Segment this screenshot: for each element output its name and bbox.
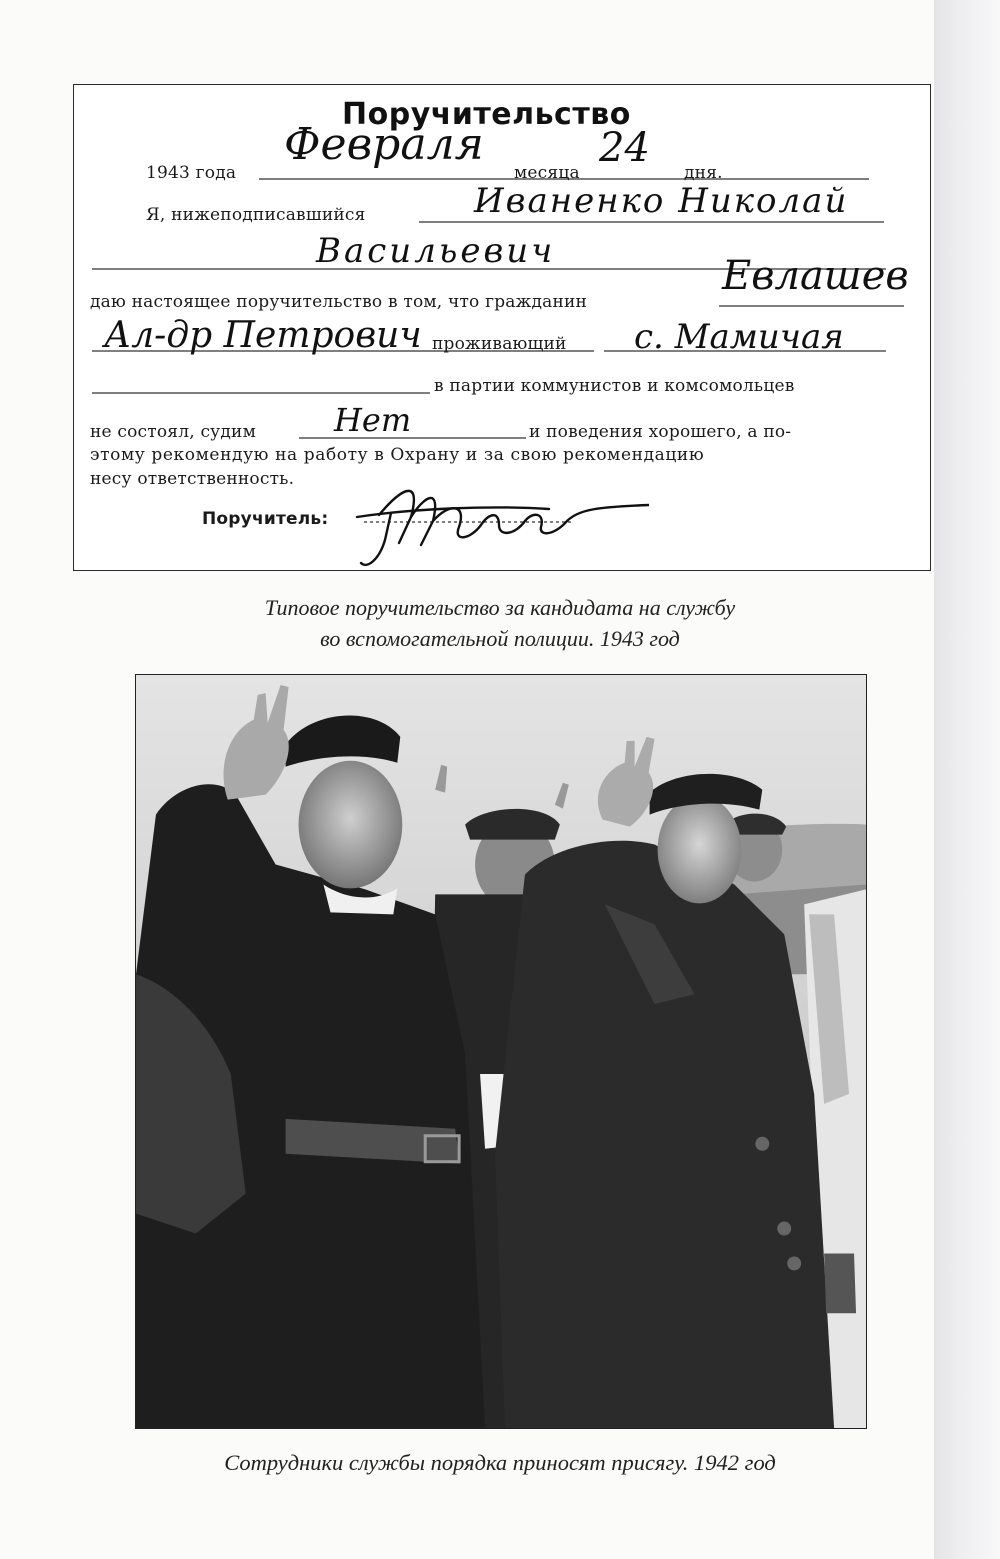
oath-photograph <box>135 674 867 1429</box>
form-year: 1943 года <box>146 163 237 183</box>
handwritten-residence: с. Мамичая <box>634 317 844 357</box>
photo-caption: Сотрудники службы порядка приносят присягу. 1942 год <box>224 1450 776 1475</box>
document-title: Поручительство <box>342 97 631 132</box>
form-undersigned-label: Я, нижеподписавшийся <box>146 205 366 225</box>
document-caption-line1: Типовое поручительство за кандидата на службу <box>264 595 736 620</box>
guarantee-document <box>73 84 931 571</box>
form-behaviour-text: и поведения хорошего, а по- <box>529 422 792 442</box>
handwritten-month: Февраля <box>284 119 484 170</box>
form-signer-label: Поручитель: <box>202 509 329 529</box>
document-caption <box>0 592 1000 654</box>
form-residing-label: проживающий <box>432 334 567 354</box>
form-month-label: месяца <box>514 163 580 183</box>
handwritten-guarantor-name: Иваненко Николай <box>474 181 849 221</box>
document-caption-line2: во вспомогательной полиции. 1943 год <box>320 626 680 651</box>
handwritten-patronymic: Васильевич <box>316 231 556 271</box>
form-recommend-text: этому рекомендую на работу в Охрану и за свою рекомендацию <box>90 445 705 465</box>
oath-photo-image <box>136 675 866 1428</box>
form-party-text: в партии коммунистов и комсомольцев <box>434 376 795 396</box>
form-guarantee-text: даю настоящее поручительство в том, что гражданин <box>90 292 588 312</box>
form-day-label: дня. <box>684 163 723 183</box>
form-responsibility-text: несу ответственность. <box>90 469 295 489</box>
form-convicted-label: не состоял, судим <box>90 422 256 442</box>
handwritten-day: 24 <box>599 125 650 171</box>
handwritten-not-convicted: Нет <box>334 401 412 439</box>
handwritten-citizen-name: Ал-др Петрович <box>104 315 422 356</box>
handwritten-citizen-surname: Евлашев <box>722 253 909 299</box>
page-edge-shadow <box>934 0 1000 1559</box>
guarantor-signature <box>349 465 649 571</box>
